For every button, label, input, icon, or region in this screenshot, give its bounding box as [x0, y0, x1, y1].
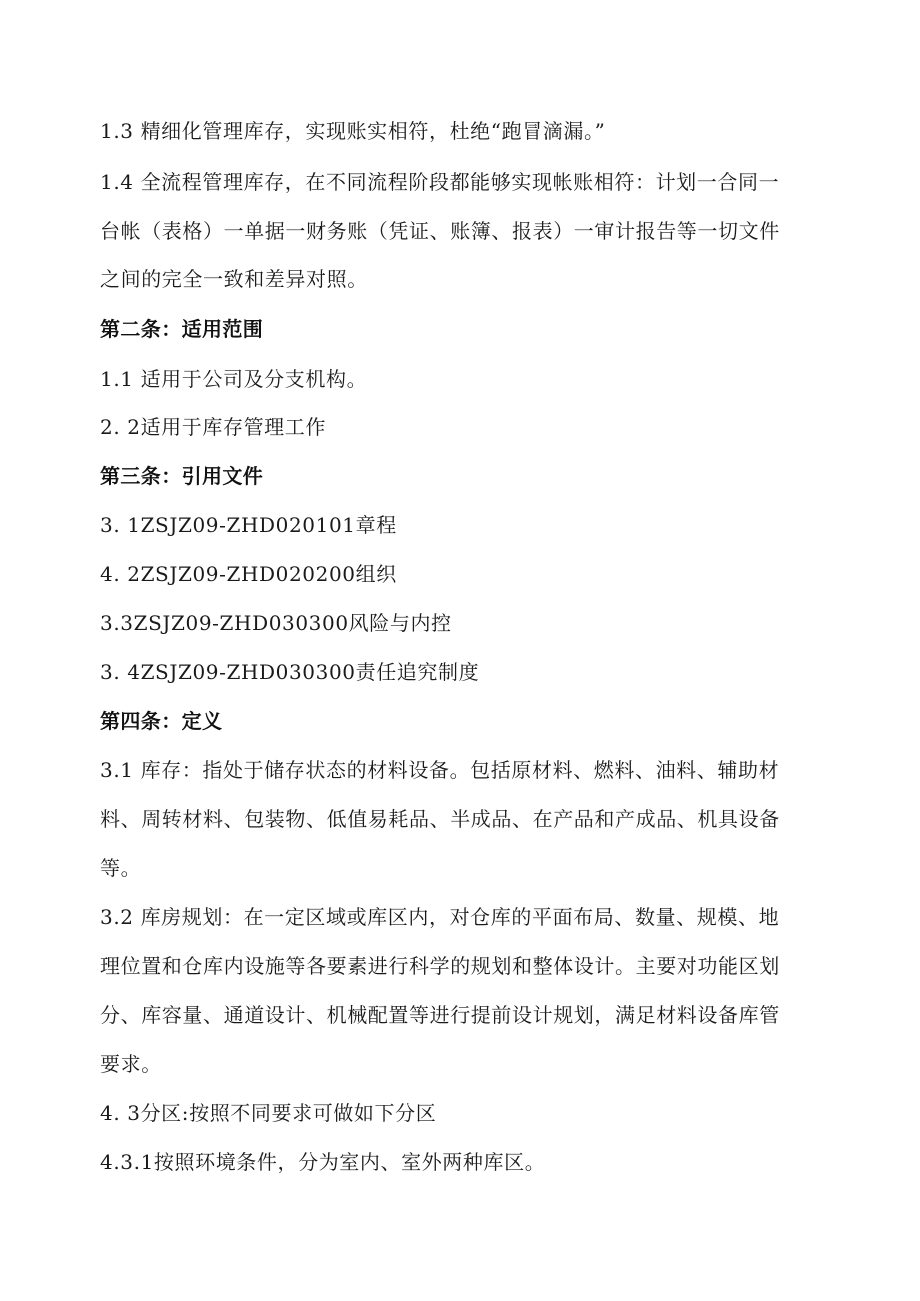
- reference-item-4: 3. 4ZSJZ09-ZHD030300责任追究制度: [100, 660, 480, 684]
- reference-item-1: 3. 1ZSJZ09-ZHD020101章程: [100, 513, 397, 537]
- section-heading-scope: 第二条：适用范围: [100, 317, 264, 341]
- para-definition-3-1-line-1: 3.1 库存：指处于储存状态的材料设备。包括原材料、燃料、油料、辅助材: [100, 758, 780, 782]
- section-heading-definitions: 第四条：定义: [100, 709, 223, 733]
- para-definition-3-2-line-4: 要求。: [100, 1052, 162, 1076]
- para-definition-3-1-line-2: 料、周转材料、包装物、低值易耗品、半成品、在产品和产成品、机具设备: [100, 807, 780, 831]
- para-1-4-line-2: 台帐（表格）一单据一财务账（凭证、账簿、报表）一审计报告等一切文件: [100, 219, 780, 243]
- para-1-4-line-3: 之间的完全一致和差异对照。: [100, 267, 368, 291]
- para-definition-3-1-line-3: 等。: [100, 856, 142, 880]
- reference-item-3: 3.3ZSJZ09-ZHD030300风险与内控: [100, 611, 452, 635]
- para-scope-2: 2. 2适用于库存管理工作: [100, 415, 326, 439]
- para-definition-3-2-line-1: 3.2 库房规划：在一定区域或库区内，对仓库的平面布局、数量、规模、地: [100, 905, 780, 929]
- para-definition-3-2-line-2: 理位置和仓库内设施等各要素进行科学的规划和整体设计。主要对功能区划: [100, 954, 780, 978]
- para-zoning-intro: 4. 3分区:按照不同要求可做如下分区: [100, 1101, 437, 1125]
- para-1-3: 1.3 精细化管理库存，实现账实相符，杜绝“跑冒滴漏。”: [100, 119, 606, 143]
- para-1-4-line-1: 1.4 全流程管理库存，在不同流程阶段都能够实现帐账相符：计划一合同一: [100, 170, 780, 194]
- section-heading-references: 第三条：引用文件: [100, 464, 264, 488]
- para-scope-1: 1.1 适用于公司及分支机构。: [100, 367, 368, 391]
- reference-item-2: 4. 2ZSJZ09-ZHD020200组织: [100, 562, 397, 586]
- para-definition-3-2-line-3: 分、库容量、通道设计、机械配置等进行提前设计规划，满足材料设备库管: [100, 1003, 780, 1027]
- para-zoning-4-3-1: 4.3.1按照环境条件，分为室内、室外两种库区。: [100, 1150, 546, 1174]
